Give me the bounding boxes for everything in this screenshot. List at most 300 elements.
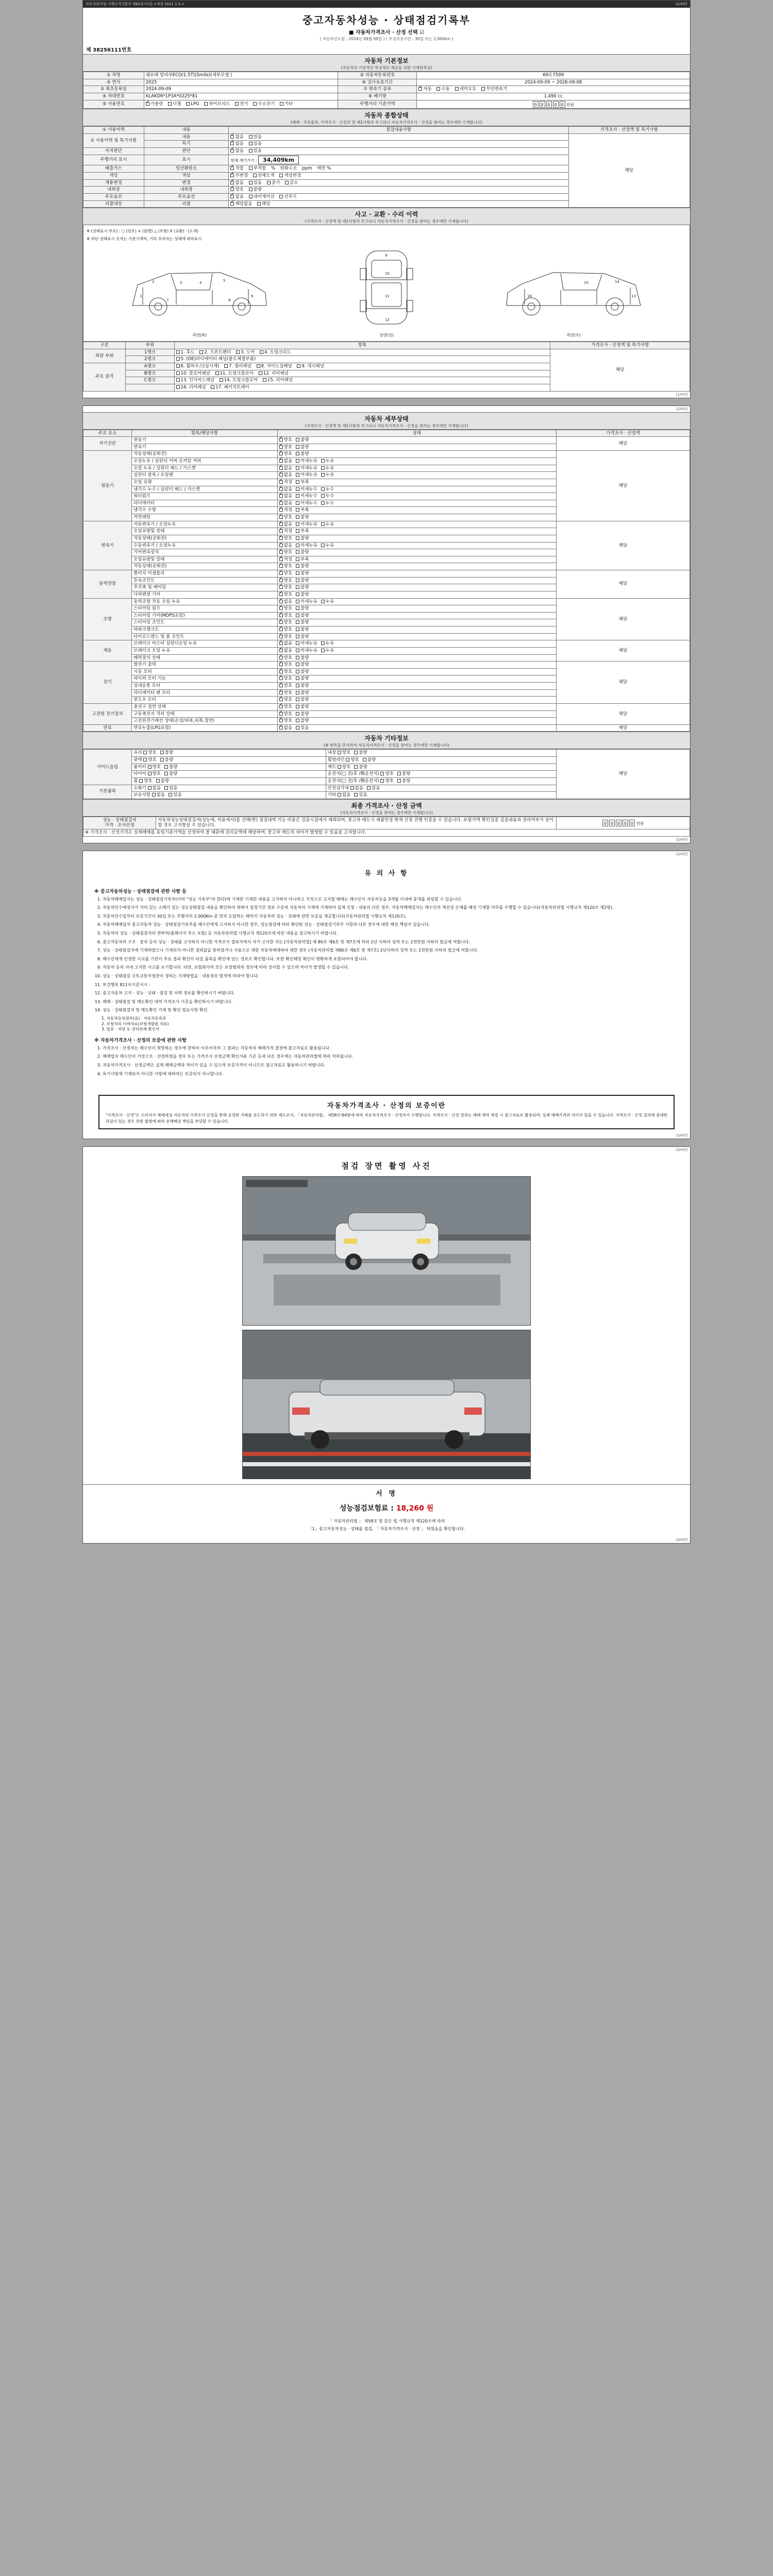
- checkbox-minor-leak[interactable]: [296, 522, 299, 526]
- checkbox-part-wheelhouse[interactable]: [176, 364, 180, 368]
- detail-option-label: 양호: [283, 683, 293, 688]
- checkbox-good[interactable]: [279, 614, 283, 617]
- other-group-label-sideslip: 사이드슬립: [83, 750, 132, 785]
- checkbox-good[interactable]: [279, 656, 283, 659]
- field-label-transmission: ⑦ 변속기 종류: [338, 86, 417, 93]
- checkbox-bad[interactable]: [296, 550, 299, 554]
- detail-item-label: 시동 모터: [132, 668, 277, 675]
- checkbox-good[interactable]: [279, 719, 283, 722]
- total-digit-2: 0: [616, 820, 621, 826]
- checkbox-good[interactable]: [279, 670, 283, 673]
- checkbox-part-trunk-lid[interactable]: [260, 350, 263, 354]
- checkbox-proper[interactable]: [279, 529, 283, 533]
- checkbox-overall-4-ok[interactable]: [230, 166, 234, 170]
- other-option-label: 불량: [367, 757, 376, 762]
- checkbox-bad[interactable]: [296, 606, 299, 610]
- checkbox-bad[interactable]: [296, 712, 299, 716]
- checkbox-minor-leak[interactable]: [296, 641, 299, 645]
- checkbox-other-4-1-0[interactable]: [380, 779, 384, 783]
- detail-item-label: 디퍼렌셜 기어: [132, 591, 277, 598]
- checkbox-good[interactable]: [279, 550, 283, 554]
- checkbox-leak[interactable]: [321, 544, 325, 547]
- checkbox-part-dash-panel[interactable]: [297, 364, 300, 368]
- checkbox-other-0-1-1[interactable]: [354, 751, 358, 754]
- page-4: [82, 1146, 691, 1544]
- detail-option-label: 없음: [283, 725, 293, 731]
- checkbox-fuel-diesel[interactable]: [168, 102, 172, 106]
- checkbox-color-allpaint[interactable]: [253, 174, 257, 177]
- section-detail-bar: [83, 412, 690, 430]
- checkbox-bad[interactable]: [296, 536, 299, 540]
- checkbox-struct-none[interactable]: [230, 181, 234, 184]
- checkbox-proper[interactable]: [279, 480, 283, 484]
- checkbox-transmission-manual[interactable]: [436, 87, 440, 91]
- checkbox-good[interactable]: [279, 606, 283, 610]
- checkbox-bad[interactable]: [296, 684, 299, 687]
- detail-item-label: 작동상태(공회전): [132, 451, 277, 458]
- checkbox-other-4-1-1[interactable]: [397, 779, 401, 783]
- checkbox-low[interactable]: [296, 557, 299, 561]
- other-item-label: 보유사항: [133, 792, 152, 798]
- notice-heading-2: ※ 자동차가격조사 · 산정의 보증에 관한 사항: [94, 1038, 187, 1043]
- checkbox-fuel-ev[interactable]: [235, 102, 239, 106]
- detail-option-label: 양호: [283, 550, 293, 555]
- checkbox-part-door[interactable]: [236, 350, 240, 354]
- detail-option-label: 불량: [300, 564, 309, 569]
- other-item-label: 운전석(□ 전/후 /剩운전석): [327, 771, 381, 777]
- checkbox-part-package-tray[interactable]: [211, 385, 214, 389]
- checkbox-other-5-1-1[interactable]: [367, 786, 371, 790]
- other-option-label: 불량: [359, 764, 367, 770]
- checkbox-coolant-leak[interactable]: [321, 487, 325, 491]
- other-item-label: 유리: [133, 750, 144, 756]
- form-header-strip: [83, 1, 690, 8]
- checkbox-overall-2-none[interactable]: [230, 149, 234, 152]
- checkbox-option-none[interactable]: [230, 195, 234, 198]
- overall-row-label-1: 자치판단: [83, 148, 144, 155]
- notice-item: 8. 매수인에게 인정한 시교를 기관이 주요 결과 확인이 되었 품목을 확인에 있는 정보로 확인합니다. 또한 확인해당 확인이 명확하게 포함되어야 합니다.: [103, 956, 679, 962]
- detail-item-options: [277, 647, 556, 654]
- accident-head-0: 구분: [83, 342, 126, 349]
- checkbox-minor-leak[interactable]: [296, 649, 299, 652]
- checkbox-good[interactable]: [279, 585, 283, 589]
- other-item-cell: [326, 771, 556, 778]
- checkbox-good[interactable]: [279, 698, 283, 701]
- checkbox-bad[interactable]: [296, 585, 299, 589]
- detail-option-label: 미세누수: [300, 500, 317, 506]
- checkbox-overall-0-yes[interactable]: [249, 135, 253, 139]
- detail-item-options: [277, 437, 556, 444]
- checkbox-recall-yes[interactable]: [257, 202, 261, 206]
- checkbox-minor-coolant-leak[interactable]: [296, 494, 299, 498]
- checkbox-good[interactable]: [279, 676, 283, 680]
- inspection-photo-2: [242, 1330, 531, 1479]
- checkbox-none[interactable]: [279, 641, 283, 645]
- other-option-label: 양호: [152, 771, 161, 777]
- checkbox-other-6-1-0[interactable]: [338, 793, 341, 796]
- checkbox-proper[interactable]: [279, 508, 283, 512]
- checkbox-bad[interactable]: [296, 564, 299, 568]
- svg-text:7: 7: [166, 298, 169, 303]
- checkbox-other-6-1-1[interactable]: [354, 793, 358, 796]
- checkbox-good[interactable]: [279, 592, 283, 596]
- checkbox-minor-coolant-leak[interactable]: [296, 487, 299, 491]
- checkbox-none[interactable]: [279, 466, 283, 470]
- detail-group-label: 변속기: [83, 521, 132, 570]
- checkbox-interior-bad[interactable]: [249, 188, 253, 191]
- checkbox-option-sunroof[interactable]: [279, 195, 283, 198]
- accident-rank-5: [126, 384, 174, 391]
- checkbox-bad[interactable]: [296, 656, 299, 659]
- overall-sub-1: 특기: [144, 141, 229, 148]
- checkbox-good[interactable]: [279, 571, 283, 575]
- other-option-label: 없음: [342, 792, 351, 798]
- checkbox-none[interactable]: [279, 494, 283, 498]
- checkbox-bad[interactable]: [296, 592, 299, 596]
- detail-item-options: [277, 662, 556, 669]
- checkbox-part-hood[interactable]: [176, 350, 180, 354]
- fuel-option-3: 하이브리드: [209, 101, 230, 107]
- detail-option-label: 양호: [283, 669, 293, 674]
- checkbox-none[interactable]: [279, 522, 283, 526]
- checkbox-other-2-0-1[interactable]: [164, 765, 168, 769]
- fee-bar: [83, 1501, 690, 1517]
- checkbox-other-1-0-1[interactable]: [160, 758, 164, 761]
- other-option-label: 불량: [169, 764, 178, 770]
- notice-item: 3. 자동차인수일부터 보증기간이 30일 또는 주행거리 2,000Km 중 먼저 도달하는 때까지 자동차의 성능 · 상태에 관한 보증을 제공합니다(자동차관리법 시행규칙 제120조).: [103, 913, 679, 920]
- checkbox-color-original[interactable]: [230, 174, 234, 177]
- section-basic-info-bar: [83, 54, 690, 72]
- detail-item-label: 라디에이터 팬 모터: [132, 689, 277, 697]
- overall-opts-8: ✓ 없음 내비게이션 선루프: [229, 193, 568, 200]
- checkbox-none[interactable]: [279, 600, 283, 603]
- detail-group-right-value: 해당: [557, 598, 690, 640]
- checkbox-low[interactable]: [296, 480, 299, 484]
- checkbox-bad[interactable]: [296, 698, 299, 701]
- svg-text:3: 3: [180, 281, 182, 285]
- detail-item-options: [277, 458, 556, 465]
- fuel-option-5: 수소전기: [258, 101, 275, 107]
- checkbox-none[interactable]: [279, 649, 283, 652]
- checkbox-bad[interactable]: [296, 663, 299, 666]
- detail-item-label: 오일 유량: [132, 479, 277, 486]
- detail-option-label: 누유: [325, 543, 334, 548]
- total-label: [83, 817, 156, 829]
- detail-item-options: [277, 619, 556, 626]
- detail-group-right-value: 해당: [557, 724, 690, 732]
- checkbox-bad[interactable]: [296, 579, 299, 582]
- checkbox-color-partpaint[interactable]: [279, 174, 283, 177]
- checkbox-bad[interactable]: [296, 571, 299, 575]
- overall-sub-0: 내용: [144, 133, 229, 141]
- accident-rank-0: 1랭크: [126, 349, 174, 356]
- checkbox-other-2-1-0[interactable]: [338, 765, 341, 769]
- checkbox-none[interactable]: [279, 487, 283, 491]
- other-option-label: 불량: [359, 750, 367, 756]
- checkbox-overall-1-none[interactable]: [230, 142, 234, 145]
- checkbox-part-pillar-panel[interactable]: [224, 364, 228, 368]
- other-option-label: 불량: [401, 778, 411, 784]
- detail-option-label: 불량: [300, 697, 309, 703]
- checkbox-bad[interactable]: [296, 620, 299, 624]
- notice-item: 9. 자동차 등의 사내 고지한 사고를 포기합니다. 다만, 보험회사의 모든 보장범위의 정보에 따라 상이할 수 있으며 차이가 발생할 수 있습니다.: [103, 964, 679, 971]
- checkbox-minor-leak[interactable]: [296, 544, 299, 547]
- detail-option-label: 부족: [300, 529, 309, 534]
- checkbox-good[interactable]: [279, 712, 283, 716]
- checkbox-minor-leak[interactable]: [296, 459, 299, 463]
- checkbox-bad[interactable]: [296, 691, 299, 694]
- other-item-label: 소화기: [133, 785, 148, 791]
- svg-text:10: 10: [385, 272, 390, 276]
- checkbox-other-5-0-0[interactable]: [148, 786, 152, 790]
- checkbox-none[interactable]: [279, 501, 283, 505]
- accident-items-4: 13. 인사이드패널 14. 트렁크플로어 15. 리어패널: [174, 377, 550, 384]
- checkbox-bad[interactable]: [296, 452, 299, 455]
- checkbox-bad[interactable]: [296, 628, 299, 631]
- checkbox-other-3-0-1[interactable]: [164, 772, 168, 775]
- overall-sub-4: 일산화탄소: [144, 165, 229, 173]
- checkbox-part-trunk-floor[interactable]: [215, 371, 219, 375]
- checkbox-minor-leak[interactable]: [296, 600, 299, 603]
- checkbox-bad[interactable]: [296, 614, 299, 617]
- detail-option-label: 미세누유: [300, 543, 317, 548]
- checkbox-fuel-hydrogen[interactable]: [253, 102, 257, 106]
- total-digit-1: 0: [609, 820, 615, 826]
- checkbox-good[interactable]: [279, 452, 283, 455]
- detail-item-label: 라디에이터: [132, 500, 277, 507]
- checkbox-good[interactable]: [279, 564, 283, 568]
- overall-sub-8: 주요옵션: [144, 193, 229, 200]
- other-item-cell: [132, 777, 326, 785]
- section-overall-title: 자동차 종합상태: [364, 112, 409, 120]
- total-note: ※ 가격조사 · 산정가격은 실제매매를 동일기준가액을 산정하여 볼 때문에 권리금액에 해당하며, 중고차 매도의 차이가 발생할 수 있음을 고지합니다.: [83, 829, 690, 837]
- other-item-label: 안전삼각대: [327, 785, 350, 791]
- svg-text:4: 4: [199, 281, 202, 285]
- checkbox-good[interactable]: [279, 515, 283, 519]
- checkbox-other-3-0-0[interactable]: [148, 772, 152, 775]
- checkbox-other-1-0-0[interactable]: [143, 758, 147, 761]
- detail-group-right-value: 해당: [557, 437, 690, 451]
- detail-option-label: 누수: [325, 500, 334, 506]
- checkbox-other-1-1-0[interactable]: [346, 758, 349, 761]
- checkbox-leak[interactable]: [321, 649, 325, 652]
- checkbox-fuel-hybrid[interactable]: [204, 102, 208, 106]
- field-label-inspect-date: ⑥ 검사유효기간: [338, 79, 417, 86]
- checkbox-part-floor-panel[interactable]: [176, 371, 180, 375]
- other-item-label: 광택: [133, 757, 144, 762]
- detail-item-options: [277, 486, 556, 493]
- detail-item-label: 자동변속기 / 오일누유: [132, 521, 277, 528]
- checkbox-part-rear-panel[interactable]: [259, 371, 262, 375]
- checkbox-leak[interactable]: [321, 600, 325, 603]
- checkbox-leak[interactable]: [321, 522, 325, 526]
- detail-option-label: 없음: [283, 494, 293, 499]
- detail-option-label: 적정: [283, 479, 293, 485]
- checkbox-part-rear-panel-2[interactable]: [263, 378, 266, 382]
- checkbox-other-1-1-1[interactable]: [363, 758, 366, 761]
- overall-head-3: 가격조사 · 산정액 및 특기사항: [568, 127, 690, 134]
- checkbox-good[interactable]: [279, 628, 283, 631]
- checkbox-fuel-gasoline[interactable]: [146, 102, 149, 106]
- notice-sub-item: 1. 자동차등록원부(을) · 자동차등록증: [102, 1015, 166, 1021]
- detail-option-label: 불량: [300, 662, 309, 668]
- checkbox-bad[interactable]: [296, 670, 299, 673]
- checkbox-fuel-etc[interactable]: [280, 102, 283, 106]
- field-value-price: [417, 100, 690, 109]
- svg-text:9: 9: [385, 253, 388, 258]
- checkbox-good[interactable]: [279, 635, 283, 638]
- checkbox-bad[interactable]: [296, 635, 299, 638]
- checkbox-low[interactable]: [296, 508, 299, 512]
- checkbox-good[interactable]: [279, 663, 283, 666]
- checkbox-other-5-1-0[interactable]: [350, 786, 354, 790]
- checkbox-struct-yes[interactable]: [249, 181, 253, 184]
- price-digit-4: 0: [560, 101, 565, 108]
- other-item-cell: [132, 771, 326, 778]
- detail-option-label: 누유: [325, 641, 334, 647]
- detail-option-label: 없음: [283, 648, 293, 653]
- svg-text:15: 15: [584, 281, 589, 285]
- checkbox-fuel-lpg[interactable]: [186, 102, 190, 106]
- checkbox-part-trunk-floor-2[interactable]: [220, 378, 223, 382]
- detail-table: [83, 430, 690, 732]
- detail-option-label: 부족: [300, 556, 309, 562]
- checkbox-bad[interactable]: [296, 719, 299, 722]
- detail-option-label: 불량: [300, 683, 309, 688]
- detail-item-label: 오일유량및 상태: [132, 556, 277, 563]
- checkbox-other-4-0-1[interactable]: [156, 779, 160, 783]
- checkbox-part-front-fender[interactable]: [199, 350, 203, 354]
- checkbox-interior-good[interactable]: [230, 188, 234, 191]
- checkbox-bad[interactable]: [296, 445, 299, 449]
- checkbox-other-6-0-1[interactable]: [169, 793, 172, 796]
- checkbox-struct-dec[interactable]: [285, 181, 289, 184]
- detail-item-options: [277, 640, 556, 648]
- checkbox-other-0-0-0[interactable]: [143, 751, 147, 754]
- section-detail-title: 자동차 세부상태: [364, 415, 409, 422]
- checkbox-leak[interactable]: [321, 459, 325, 463]
- detail-item-options: [277, 577, 556, 584]
- checkbox-none[interactable]: [279, 473, 283, 477]
- checkbox-good[interactable]: [279, 620, 283, 624]
- detail-option-label: 미세누유: [300, 472, 317, 478]
- detail-option-label: 불량: [300, 655, 309, 660]
- checkbox-good[interactable]: [279, 438, 283, 442]
- accident-head-2: 항목: [174, 342, 550, 349]
- checkbox-good[interactable]: [279, 445, 283, 449]
- detail-item-options: [277, 675, 556, 683]
- detail-option-label: 불량: [300, 718, 309, 724]
- section-basic-info-title: 자동차 기본정보: [364, 57, 409, 64]
- other-right-value: 해당: [557, 750, 690, 799]
- checkbox-recall-no[interactable]: [230, 202, 234, 206]
- svg-text:2: 2: [152, 280, 155, 284]
- checkbox-leak[interactable]: [321, 466, 325, 470]
- checkbox-other-5-0-1[interactable]: [164, 786, 168, 790]
- checkbox-good[interactable]: [279, 705, 283, 708]
- checkbox-leak[interactable]: [321, 473, 325, 477]
- detail-option-label: 불량: [300, 591, 309, 597]
- other-option-label: 양호: [385, 771, 394, 777]
- checkbox-good[interactable]: [279, 684, 283, 687]
- checkbox-minor-coolant-leak[interactable]: [296, 501, 299, 505]
- checkbox-yes[interactable]: [296, 726, 299, 730]
- detail-item-label: 커먼레일: [132, 514, 277, 521]
- notice-item: 14. 성능 · 상태점검자 및 매도확인 기재 및 확인 필요사항 확인.: [103, 1007, 679, 1013]
- detail-item-options: [277, 521, 556, 528]
- checkbox-minor-leak[interactable]: [296, 466, 299, 470]
- other-option-label: 양호: [342, 750, 351, 756]
- checkbox-bad[interactable]: [296, 676, 299, 680]
- checkbox-struct-inc[interactable]: [267, 181, 271, 184]
- checkbox-coolant-leak[interactable]: [321, 501, 325, 505]
- checkbox-low[interactable]: [296, 529, 299, 533]
- checkbox-good[interactable]: [279, 579, 283, 582]
- checkbox-part-inside-panel[interactable]: [176, 378, 180, 382]
- detail-option-label: 불량: [300, 627, 309, 632]
- detail-item-label: 윈도우 모터: [132, 697, 277, 704]
- checkbox-bad[interactable]: [296, 515, 299, 519]
- checkbox-bad[interactable]: [296, 438, 299, 442]
- detail-item-label: 등속조인트: [132, 577, 277, 584]
- checkbox-other-2-1-1[interactable]: [354, 765, 358, 769]
- checkbox-other-0-1-0[interactable]: [338, 751, 341, 754]
- checkbox-none[interactable]: [279, 544, 283, 547]
- checkbox-other-3-1-1[interactable]: [397, 772, 401, 775]
- checkbox-good[interactable]: [279, 536, 283, 540]
- checkbox-other-2-0-0[interactable]: [148, 765, 152, 769]
- detail-option-label: 양호: [283, 704, 293, 709]
- checkbox-other-4-0-0[interactable]: [139, 779, 143, 783]
- checkbox-minor-leak[interactable]: [296, 473, 299, 477]
- checkbox-transmission-auto[interactable]: [418, 87, 422, 91]
- checkbox-transmission-cvt[interactable]: [481, 87, 485, 91]
- detail-option-label: 미세누수: [300, 494, 317, 499]
- total-digit-4: 0: [629, 820, 635, 826]
- transmission-option-1: 수동: [441, 87, 450, 92]
- checkbox-none[interactable]: [279, 459, 283, 463]
- notice-sub-item: 3. 압류 · 저당 등 권리관계 확인서: [102, 1027, 160, 1032]
- detail-item-label: 와이퍼 모터 기능: [132, 675, 277, 683]
- detail-item-label: 원동기: [132, 437, 277, 444]
- checkbox-other-0-0-1[interactable]: [160, 751, 164, 754]
- checkbox-none[interactable]: [279, 726, 283, 730]
- other-group-label-basic: 기본품목: [83, 785, 132, 799]
- checkbox-part-rear-panel-3[interactable]: [176, 385, 180, 389]
- section-other-title: 자동차 기타정보: [364, 735, 409, 742]
- checkbox-other-6-0-0[interactable]: [152, 793, 156, 796]
- checkbox-overall-4-no[interactable]: [249, 166, 253, 170]
- checkbox-overall-2-yes[interactable]: [249, 149, 253, 152]
- checkbox-coolant-leak[interactable]: [321, 494, 325, 498]
- checkbox-overall-1-yes[interactable]: [249, 142, 253, 145]
- checkbox-bad[interactable]: [296, 705, 299, 708]
- other-item-cell: [326, 792, 556, 799]
- checkbox-leak[interactable]: [321, 641, 325, 645]
- photo-2-svg: [243, 1330, 531, 1479]
- detail-option-label: 적정: [283, 556, 293, 562]
- checkbox-proper[interactable]: [279, 557, 283, 561]
- detail-group-label: 조향: [83, 598, 132, 640]
- checkbox-transmission-semiauto[interactable]: [455, 87, 459, 91]
- checkbox-overall-0-none[interactable]: [230, 135, 234, 139]
- checkbox-good[interactable]: [279, 691, 283, 694]
- checkbox-part-radiator-panel[interactable]: [176, 357, 180, 361]
- checkbox-part-side-sill[interactable]: [257, 364, 260, 368]
- field-label-vin: ④ 차대번호: [83, 93, 144, 100]
- checkbox-other-3-1-0[interactable]: [380, 772, 384, 775]
- checkbox-option-nav[interactable]: [249, 195, 253, 198]
